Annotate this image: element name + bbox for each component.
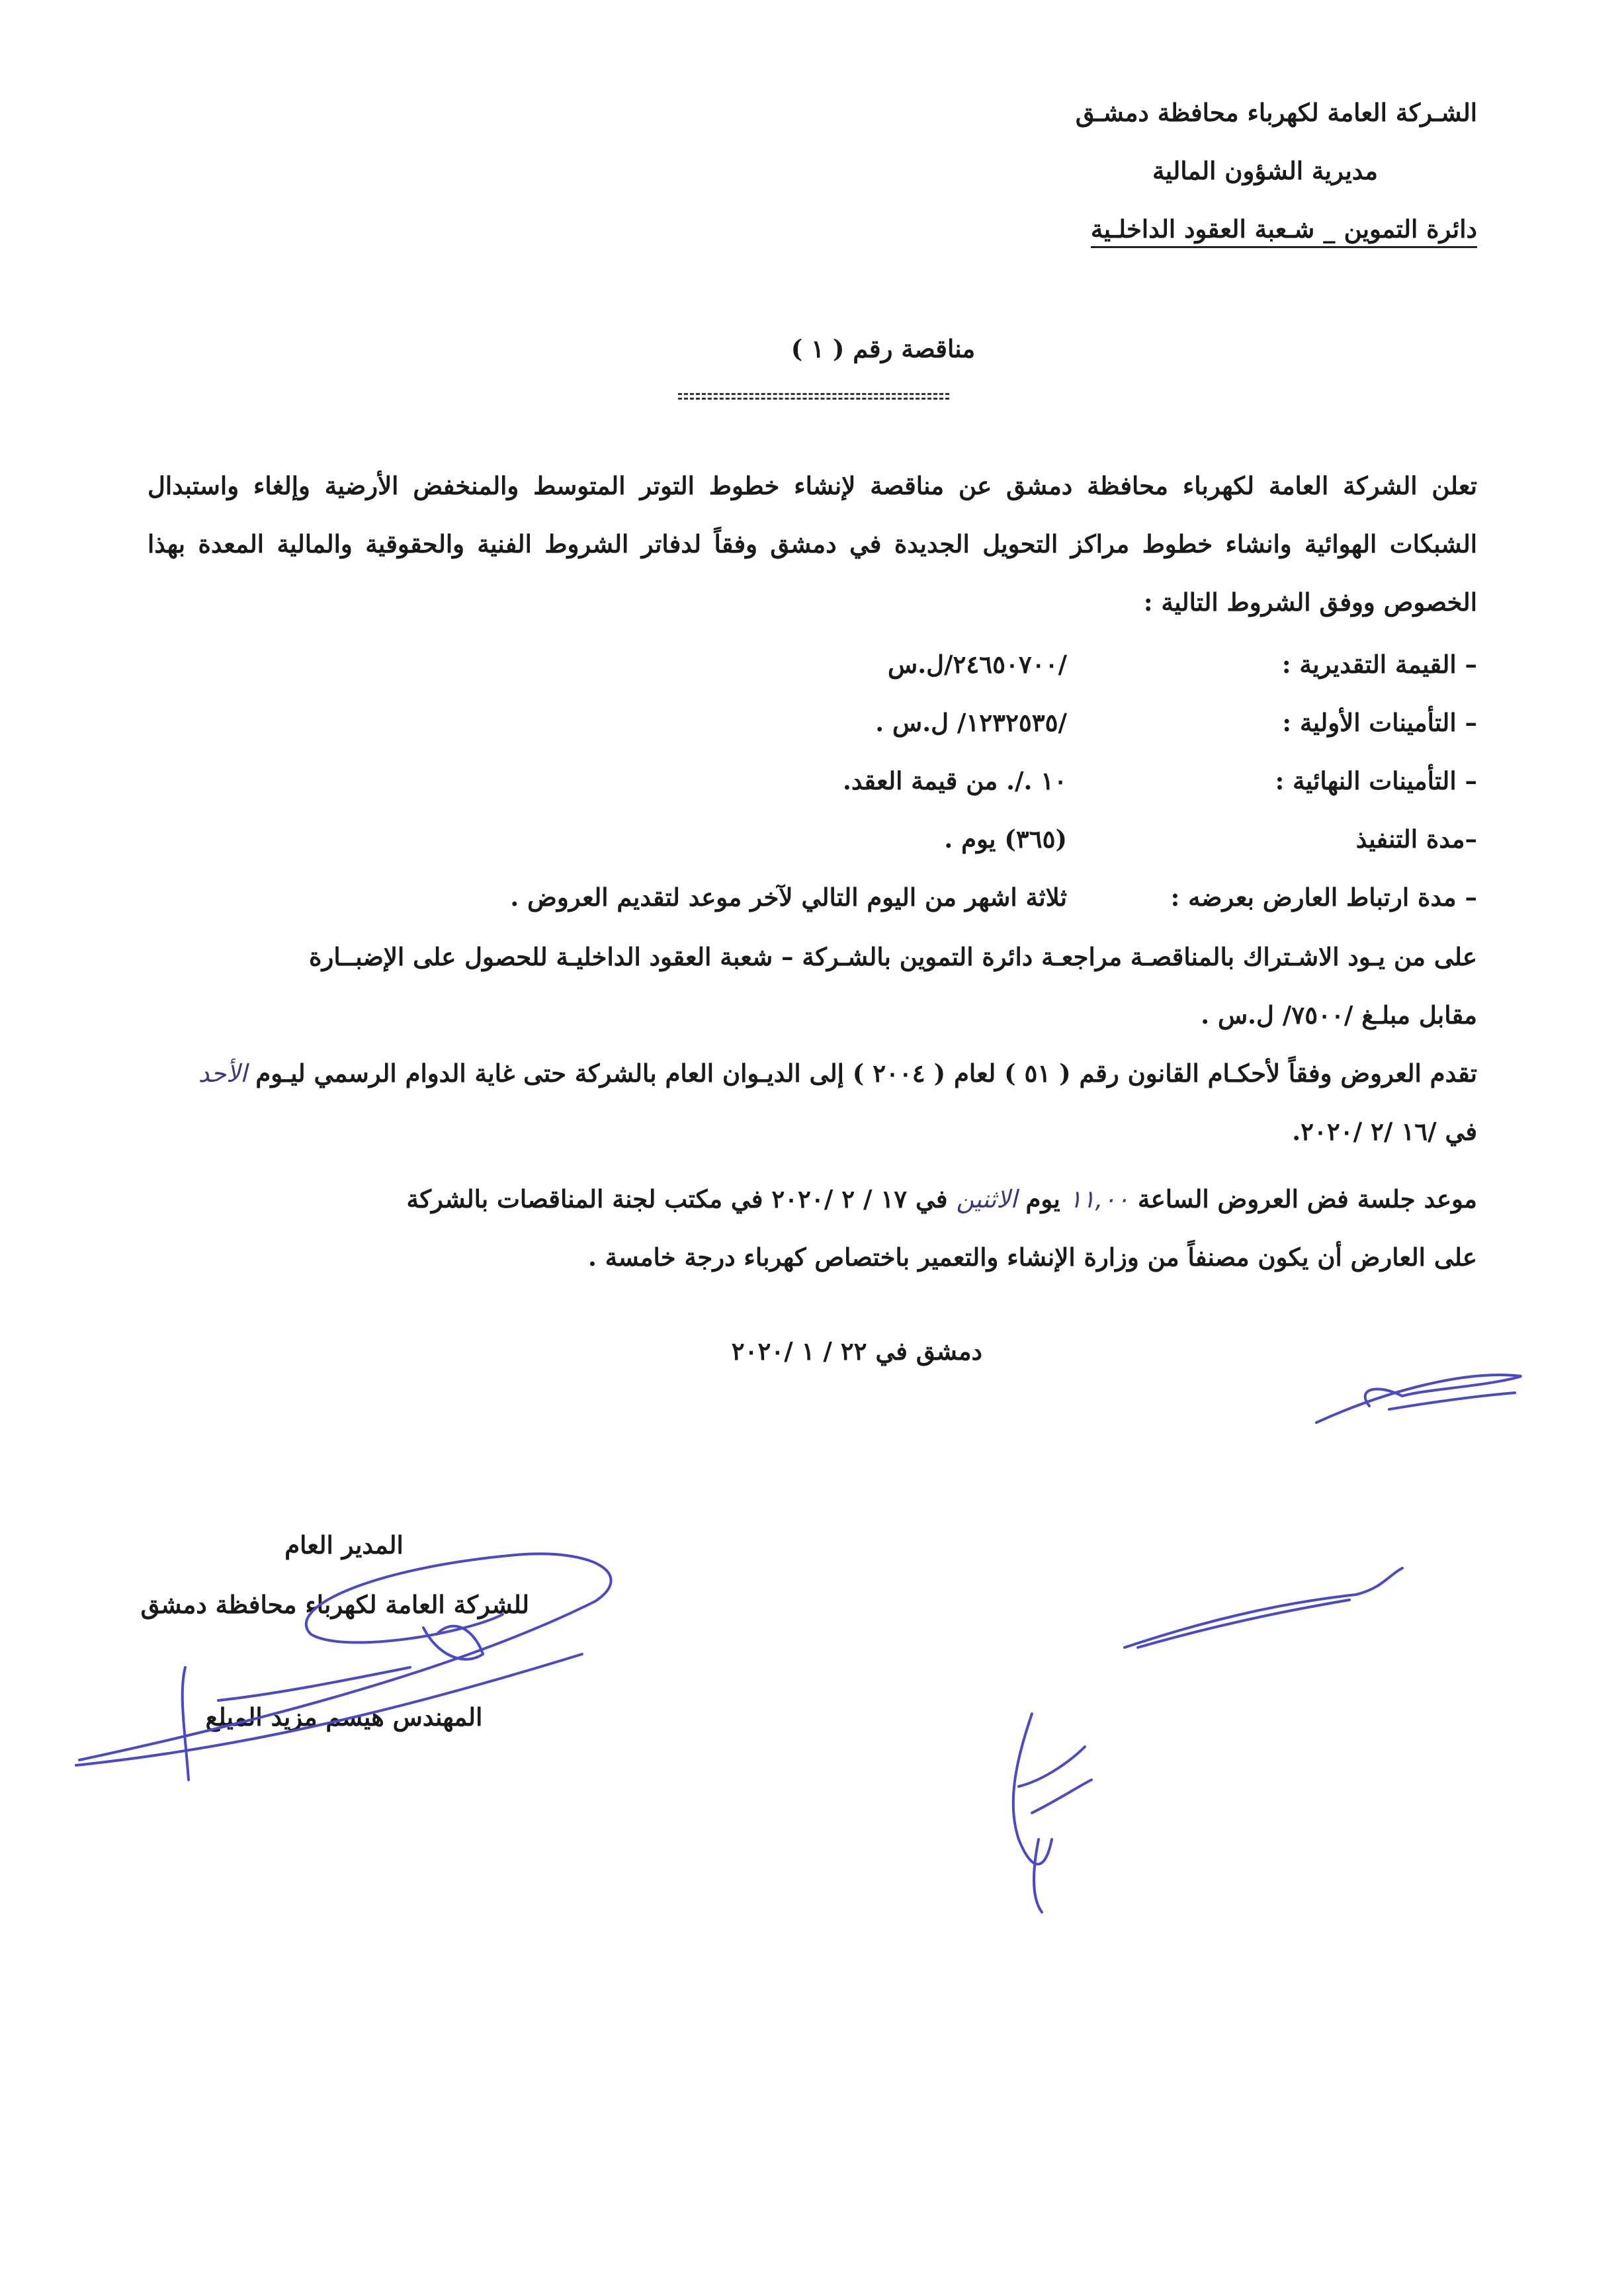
intro-paragraph: تعلن الشركة العامة لكهرباء محافظة دمشق عن مناقصة لإنشاء خطوط التوتر المتوسط والمنخفض الأرضية وإلغاء واستبدال الشبكات الهوائية وانشاء خطوط مراكز التحويل الجديدة في دمشق وفقاً لدفاتر الشروط الفنية والحقوقية والمالية المعدة بهذا الخصوص ووفق الشروط التالية : [148, 471, 1477, 617]
letterhead [749, 99, 1477, 280]
handwritten-time: ١١,٠٠ [1068, 1185, 1129, 1213]
subscribe-paragraph-line2: مقابل مبلـغ /٧٥٠٠/ ل.س . [1201, 1000, 1477, 1030]
date-line: دمشق في ٢٢ / ١ /٢٠٢٠ [731, 1337, 982, 1366]
title-underline [678, 393, 949, 400]
company-name: الشـركة العامة لكهرباء محافظة دمشـق [1075, 98, 1477, 127]
condition-value: ١٠ ./. من قيمة العقد. [842, 766, 1067, 795]
department-name: دائرة التموين _ شـعبة العقود الداخلـية [1091, 216, 1477, 248]
condition-label: – القيمة التقديرية : [1281, 650, 1477, 679]
handwritten-opening-day: الاثنين [956, 1185, 1017, 1213]
submission-paragraph-line1 [148, 1044, 1477, 1103]
condition-final-deposit [148, 752, 1477, 810]
conditions-list [148, 635, 1477, 926]
signature-block [140, 1515, 529, 1747]
right-signature-middle [1125, 1568, 1402, 1647]
condition-execution-period [148, 810, 1477, 868]
signer-name: المهندس هيسم مزيد الميلع [205, 1702, 483, 1732]
condition-label: – مدة ارتباط العارض بعرضه : [1170, 883, 1477, 912]
opening-text-3: في ١٧ / ٢ /٢٠٢٠ في مكتب لجنة المناقصات بالشركة [406, 1184, 948, 1213]
signer-role: المدير العام [284, 1530, 404, 1559]
submission-paragraph-line2: في /١٦ /٢ /٢٠٢٠. [1292, 1117, 1477, 1146]
submission-text: تقدم العروض وفقاً لأحكـام القانون رقم ( ٥١ ) لعام ( ٢٠٠٤ ) إلى الديـوان العام بالشركة حتى غاية الدوام الرسمي ليـوم [255, 1059, 1477, 1088]
condition-value: ثلاثة اشهر من اليوم التالي لآخر موعد لتقديم العروض . [510, 883, 1067, 912]
condition-label: –مدة التنفيذ [1355, 824, 1477, 854]
opening-text-2: يوم [1025, 1184, 1060, 1213]
opening-session-paragraph [148, 1170, 1477, 1229]
condition-label: – التأمينات النهائية : [1275, 766, 1477, 795]
condition-bid-validity [148, 868, 1477, 926]
condition-value: /١٢٣٢٥٣٥/ ل.س . [875, 708, 1067, 737]
signer-organization: للشركة العامة لكهرباء محافظة دمشق [140, 1590, 529, 1619]
condition-label: – التأمينات الأولية : [1282, 708, 1477, 737]
handwritten-day: الأحد [198, 1059, 247, 1088]
condition-estimated-value [148, 635, 1477, 693]
condition-value: /٢٤٦٥٠٧٠٠/ل.س [888, 650, 1067, 679]
directorate-name: مديرية الشؤون المالية [1152, 156, 1378, 185]
subscribe-paragraph-line1: على من يـود الاشـتراك بالمناقصـة مراجعـة دائرة التموين بالشـركة – شعبة العقود الداخليـة للحصول على الإضبــارة [309, 942, 1477, 971]
right-signature-bottom [1013, 1714, 1091, 1912]
classification-paragraph: على العارض أن يكون مصنفاً من وزارة الإنشاء والتعمير باختصاص كهرباء درجة خامسة . [588, 1243, 1477, 1272]
opening-text-1: موعد جلسة فض العروض الساعة [1137, 1184, 1477, 1213]
tender-title: مناقصة رقم ( ١ ) [791, 334, 976, 363]
right-signature-top [1316, 1375, 1521, 1423]
condition-initial-deposit [148, 693, 1477, 752]
condition-value: (٣٦٥) يوم . [944, 824, 1067, 854]
